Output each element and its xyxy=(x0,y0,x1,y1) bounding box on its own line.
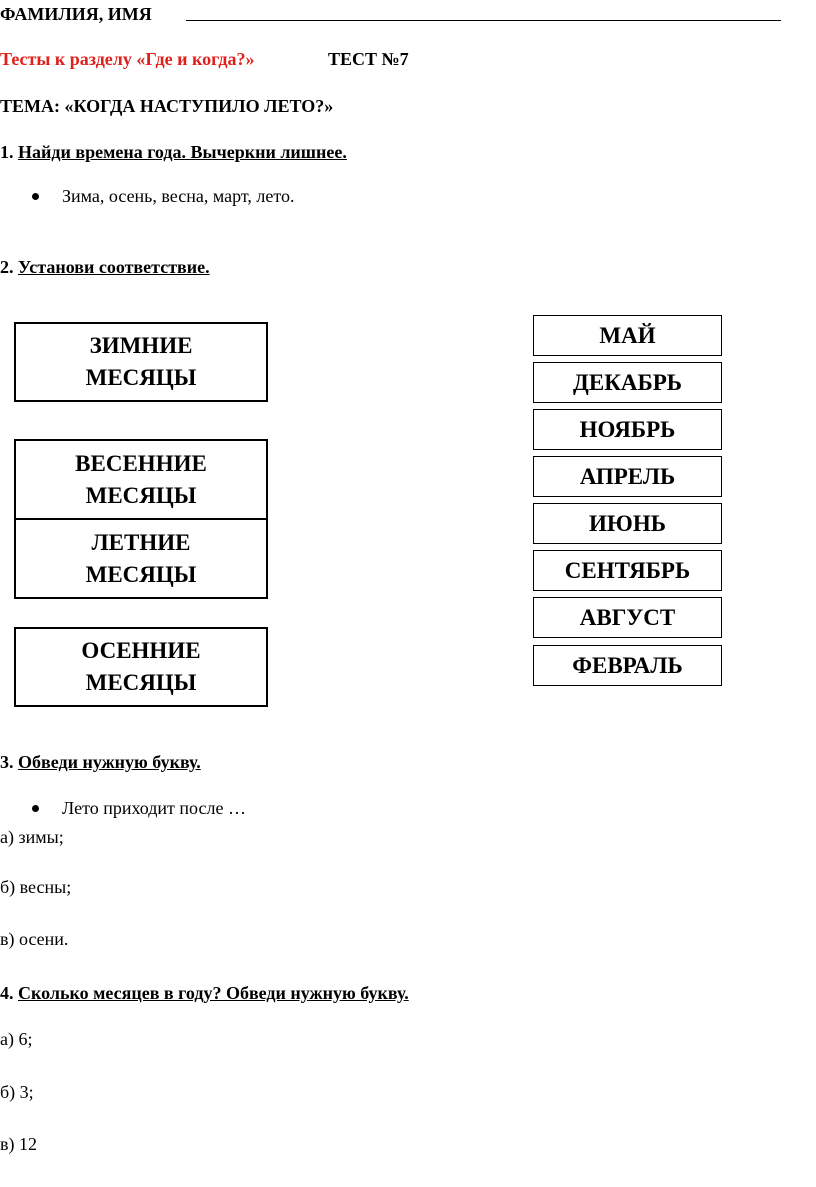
name-label: ФАМИЛИЯ, ИМЯ xyxy=(0,4,152,24)
bullet-icon xyxy=(32,805,39,812)
task4-number: 4. xyxy=(0,983,14,1003)
month-box-september[interactable]: СЕНТЯБРЬ xyxy=(533,550,722,591)
task4-instruction: Сколько месяцев в году? Обведи нужную букву. xyxy=(18,983,409,1003)
task3-option-a[interactable]: а) зимы; xyxy=(0,827,64,847)
task3-question: Лето приходит после … xyxy=(62,798,246,818)
season-box-summer[interactable] xyxy=(14,518,268,599)
season-line1: ОСЕННИЕ xyxy=(81,638,201,663)
season-line1: ЗИМНИЕ xyxy=(89,333,193,358)
task4-option-c[interactable]: в) 12 xyxy=(0,1134,37,1154)
season-line2: МЕСЯЦЫ xyxy=(85,670,197,695)
season-box-autumn[interactable] xyxy=(14,627,268,707)
season-box-spring[interactable] xyxy=(14,439,268,520)
month-box-april[interactable]: АПРЕЛЬ xyxy=(533,456,722,497)
task2-heading xyxy=(0,256,210,278)
task1-number: 1. xyxy=(0,142,14,162)
season-line1: ВЕСЕННИЕ xyxy=(75,450,207,476)
bullet-icon xyxy=(32,193,39,200)
task2-instruction: Установи соответствие. xyxy=(18,257,210,277)
task1-item: Зима, осень, весна, март, лето. xyxy=(62,186,295,206)
task4-heading xyxy=(0,982,409,1004)
name-underline xyxy=(186,20,781,21)
task3-heading xyxy=(0,751,201,773)
season-line1: ЛЕТНИЕ xyxy=(91,529,191,555)
month-box-may[interactable]: МАЙ xyxy=(533,315,722,356)
tests-title: Тесты к разделу «Где и когда?» xyxy=(0,49,255,69)
task1-instruction: Найди времена года. Вычеркни лишнее. xyxy=(18,142,347,162)
task3-option-b[interactable]: б) весны; xyxy=(0,877,72,897)
season-line2: МЕСЯЦЫ xyxy=(85,561,197,587)
task1-heading xyxy=(0,141,347,163)
task2-number: 2. xyxy=(0,257,14,277)
task3-number: 3. xyxy=(0,752,14,772)
month-box-december[interactable]: ДЕКАБРЬ xyxy=(533,362,722,403)
season-line2: МЕСЯЦЫ xyxy=(85,482,197,508)
month-box-february[interactable]: ФЕВРАЛЬ xyxy=(533,645,722,686)
task4-option-b[interactable]: б) 3; xyxy=(0,1082,34,1102)
task3-instruction: Обведи нужную букву. xyxy=(18,752,201,772)
season-box-winter[interactable] xyxy=(14,322,268,402)
topic: ТЕМА: «КОГДА НАСТУПИЛО ЛЕТО?» xyxy=(0,96,334,116)
test-number: ТЕСТ №7 xyxy=(328,49,409,69)
month-box-june[interactable]: ИЮНЬ xyxy=(533,503,722,544)
season-line2: МЕСЯЦЫ xyxy=(85,365,197,390)
month-box-november[interactable]: НОЯБРЬ xyxy=(533,409,722,450)
month-box-august[interactable]: АВГУСТ xyxy=(533,597,722,638)
task3-option-c[interactable]: в) осени. xyxy=(0,929,69,949)
task4-option-a[interactable]: а) 6; xyxy=(0,1029,33,1049)
